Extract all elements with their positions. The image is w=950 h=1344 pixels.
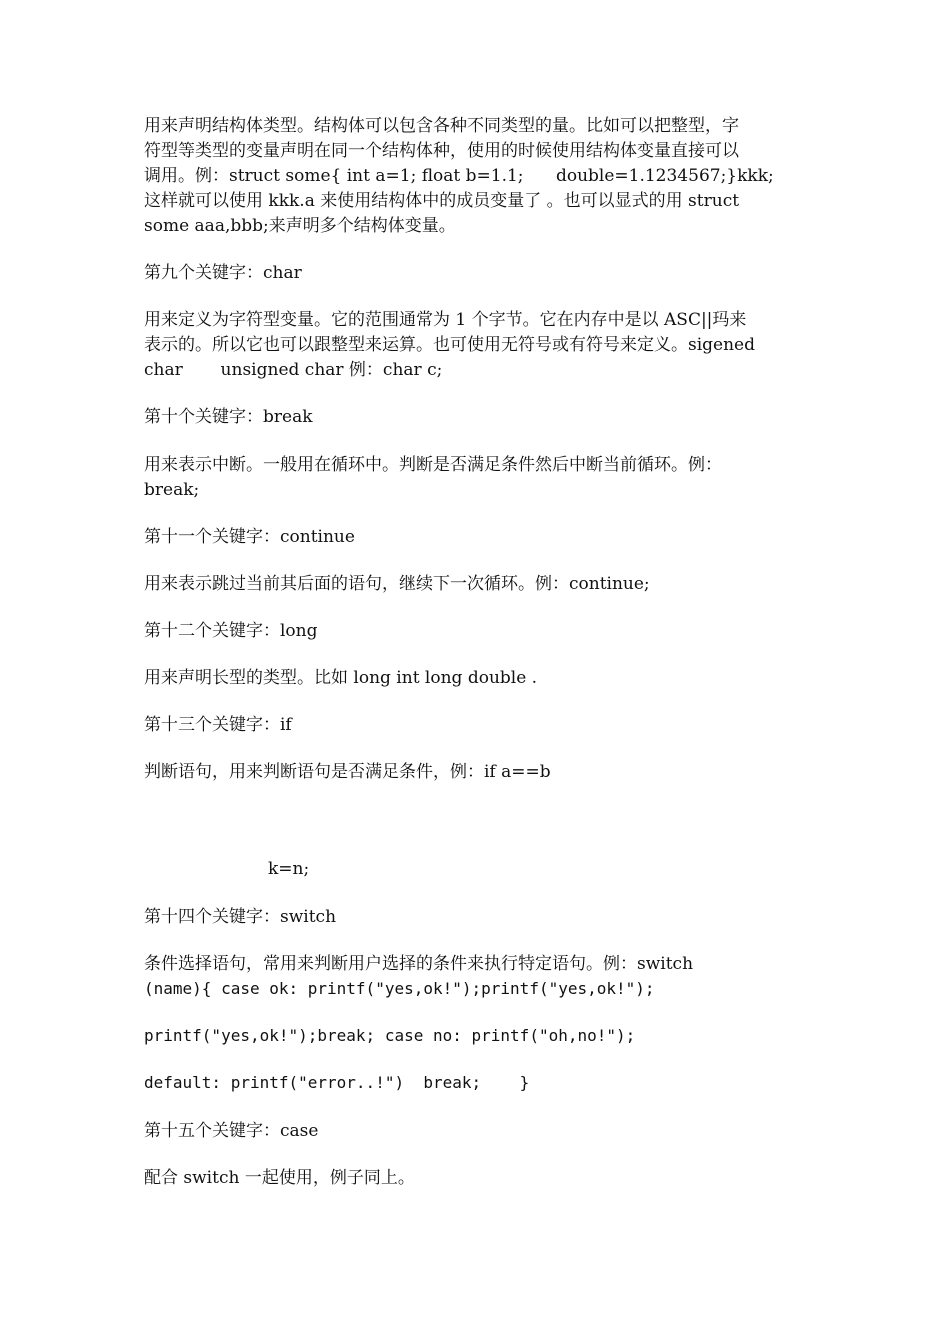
text-line: 条件选择语句，常用来判断用户选择的条件来执行特定语句。例：switch <box>144 954 694 974</box>
code-line: k=n; <box>268 859 310 879</box>
text-line: 用来表示跳过当前其后面的语句，继续下一次循环。例：continue; <box>144 574 650 594</box>
text-line: 用来声明结构体类型。结构体可以包含各种不同类型的量。比如可以把整型，字 <box>144 116 739 136</box>
text-line: 判断语句，用来判断语句是否满足条件，例：if a==b <box>144 762 551 782</box>
text-line: 配合 switch 一起使用，例子同上。 <box>144 1168 415 1188</box>
section-heading: 第十个关键字：break <box>144 407 313 427</box>
text-line: 用来声明长型的类型。比如 long int long double . <box>144 668 538 688</box>
section-heading: 第十五个关键字：case <box>144 1121 319 1141</box>
section-heading: 第九个关键字：char <box>144 263 302 283</box>
section-heading: 第十二个关键字：long <box>144 621 318 641</box>
text-line: 用来定义为字符型变量。它的范围通常为 1 个字节。它在内存中是以 ASC||玛来 <box>144 310 747 330</box>
text-line: 用来表示中断。一般用在循环中。判断是否满足条件然后中断当前循环。例： <box>144 455 722 475</box>
code-line: default: printf("error..!") break; } <box>144 1073 530 1092</box>
section-heading: 第十三个关键字：if <box>144 715 292 735</box>
code-line: (name){ case ok: printf("yes,ok!");printf("yes,ok!"); <box>144 979 655 998</box>
text-line: some aaa,bbb;来声明多个结构体变量。 <box>144 216 456 236</box>
section-heading: 第十一个关键字：continue <box>144 527 355 547</box>
text-line: 符型等类型的变量声明在同一个结构体种，使用的时候使用结构体变量直接可以 <box>144 141 739 161</box>
text-line: break; <box>144 480 200 500</box>
section-heading: 第十四个关键字：switch <box>144 907 337 927</box>
text-line: 表示的。所以它也可以跟整型来运算。也可使用无符号或有符号来定义。sigened <box>144 335 755 355</box>
text-line: char unsigned char 例：char c; <box>144 360 443 380</box>
text-line: 这样就可以使用 kkk.a 来使用结构体中的成员变量了 。也可以显式的用 struct <box>144 191 740 211</box>
text-line: 调用。例：struct some{ int a=1; float b=1.1; double=1.1234567;}kkk; <box>144 166 774 186</box>
code-line: printf("yes,ok!");break; case no: printf("oh,no!"); <box>144 1026 636 1045</box>
